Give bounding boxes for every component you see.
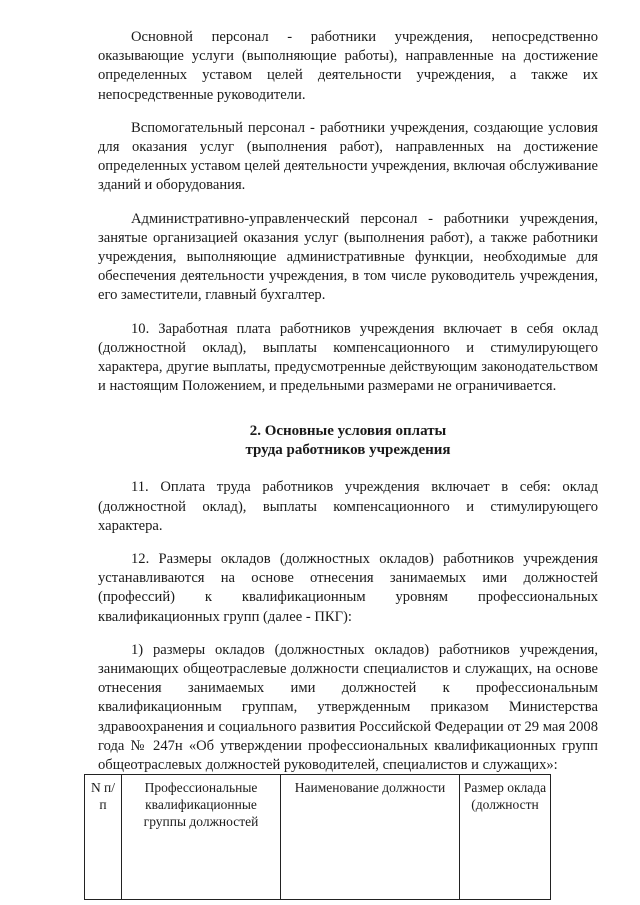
section-heading-line1: 2. Основные условия оплаты	[249, 423, 447, 440]
table-header-salary: Размер оклада (должностн	[460, 775, 551, 900]
document-body	[98, 28, 598, 789]
paragraph-main-staff: Основной персонал - работники учреждения, непосредственно оказывающие услуги (выполняющие работы), направленные на достижение определенных уставом целей деятельности учреждения, а также их непосредственные руководители.	[98, 29, 598, 103]
table-header-row	[85, 775, 551, 900]
paragraph-clause-12-1: 1) размеры окладов (должностных окладов) работников учреждения, занимающих общеотраслевые должности специалистов и служащих, на основе отнесения занимаемых ими должностей к профессиональным квалификационным группам, утвержденным приказом Министерства здравоохранения и социального развития Российской Федерации от 29 мая 2008 года № 247н «Об утверждении профессиональных квалификационных групп общеотраслевых должностей руководителей, специалистов и служащих»:	[98, 641, 598, 774]
paragraph-clause-10: 10. Заработная плата работников учреждения включает в себя оклад (должностной оклад), выплаты компенсационного и стимулирующего характера, другие выплаты, предусмотренные действующим законодательством и настоящим Положением, и предельными размерами не ограничивается.	[98, 320, 598, 395]
section-heading-line2: труда работников учреждения	[245, 442, 451, 459]
paragraph-clause-11: 11. Оплата труда работников учреждения включает в себя: оклад (должностной оклад), выплаты компенсационного и стимулирующего характера.	[98, 479, 598, 534]
table-header-number: N п/п	[85, 775, 122, 900]
paragraph-support-staff: Вспомогательный персонал - работники учреждения, создающие условия для оказания услуг (выполнения работ), направленных на достижение определенных уставом целей деятельности учреждения, включая обслуживание зданий и оборудования.	[98, 119, 598, 194]
salary-table	[84, 774, 551, 900]
paragraph-clause-12: 12. Размеры окладов (должностных окладов) работников учреждения устанавливаются на основе отнесения занимаемых ими должностей (профессий) к квалификационным уровням профессиональных квалификационных групп (далее - ПКГ):	[98, 551, 598, 625]
table-header-groups: Профессиональные квалификационные группы должностей	[122, 775, 281, 900]
table-header-position: Наименование должности	[281, 775, 460, 900]
paragraph-admin-staff: Административно-управленческий персонал - работники учреждения, занятые организацией оказания услуг (выполнения работ), а также работники учреждения, выполняющие административные функции, необходимые для обеспечения деятельности учреждения, в том числе руководитель учреждения, его заместители, главный бухгалтер.	[98, 210, 598, 304]
section-heading	[98, 422, 598, 460]
